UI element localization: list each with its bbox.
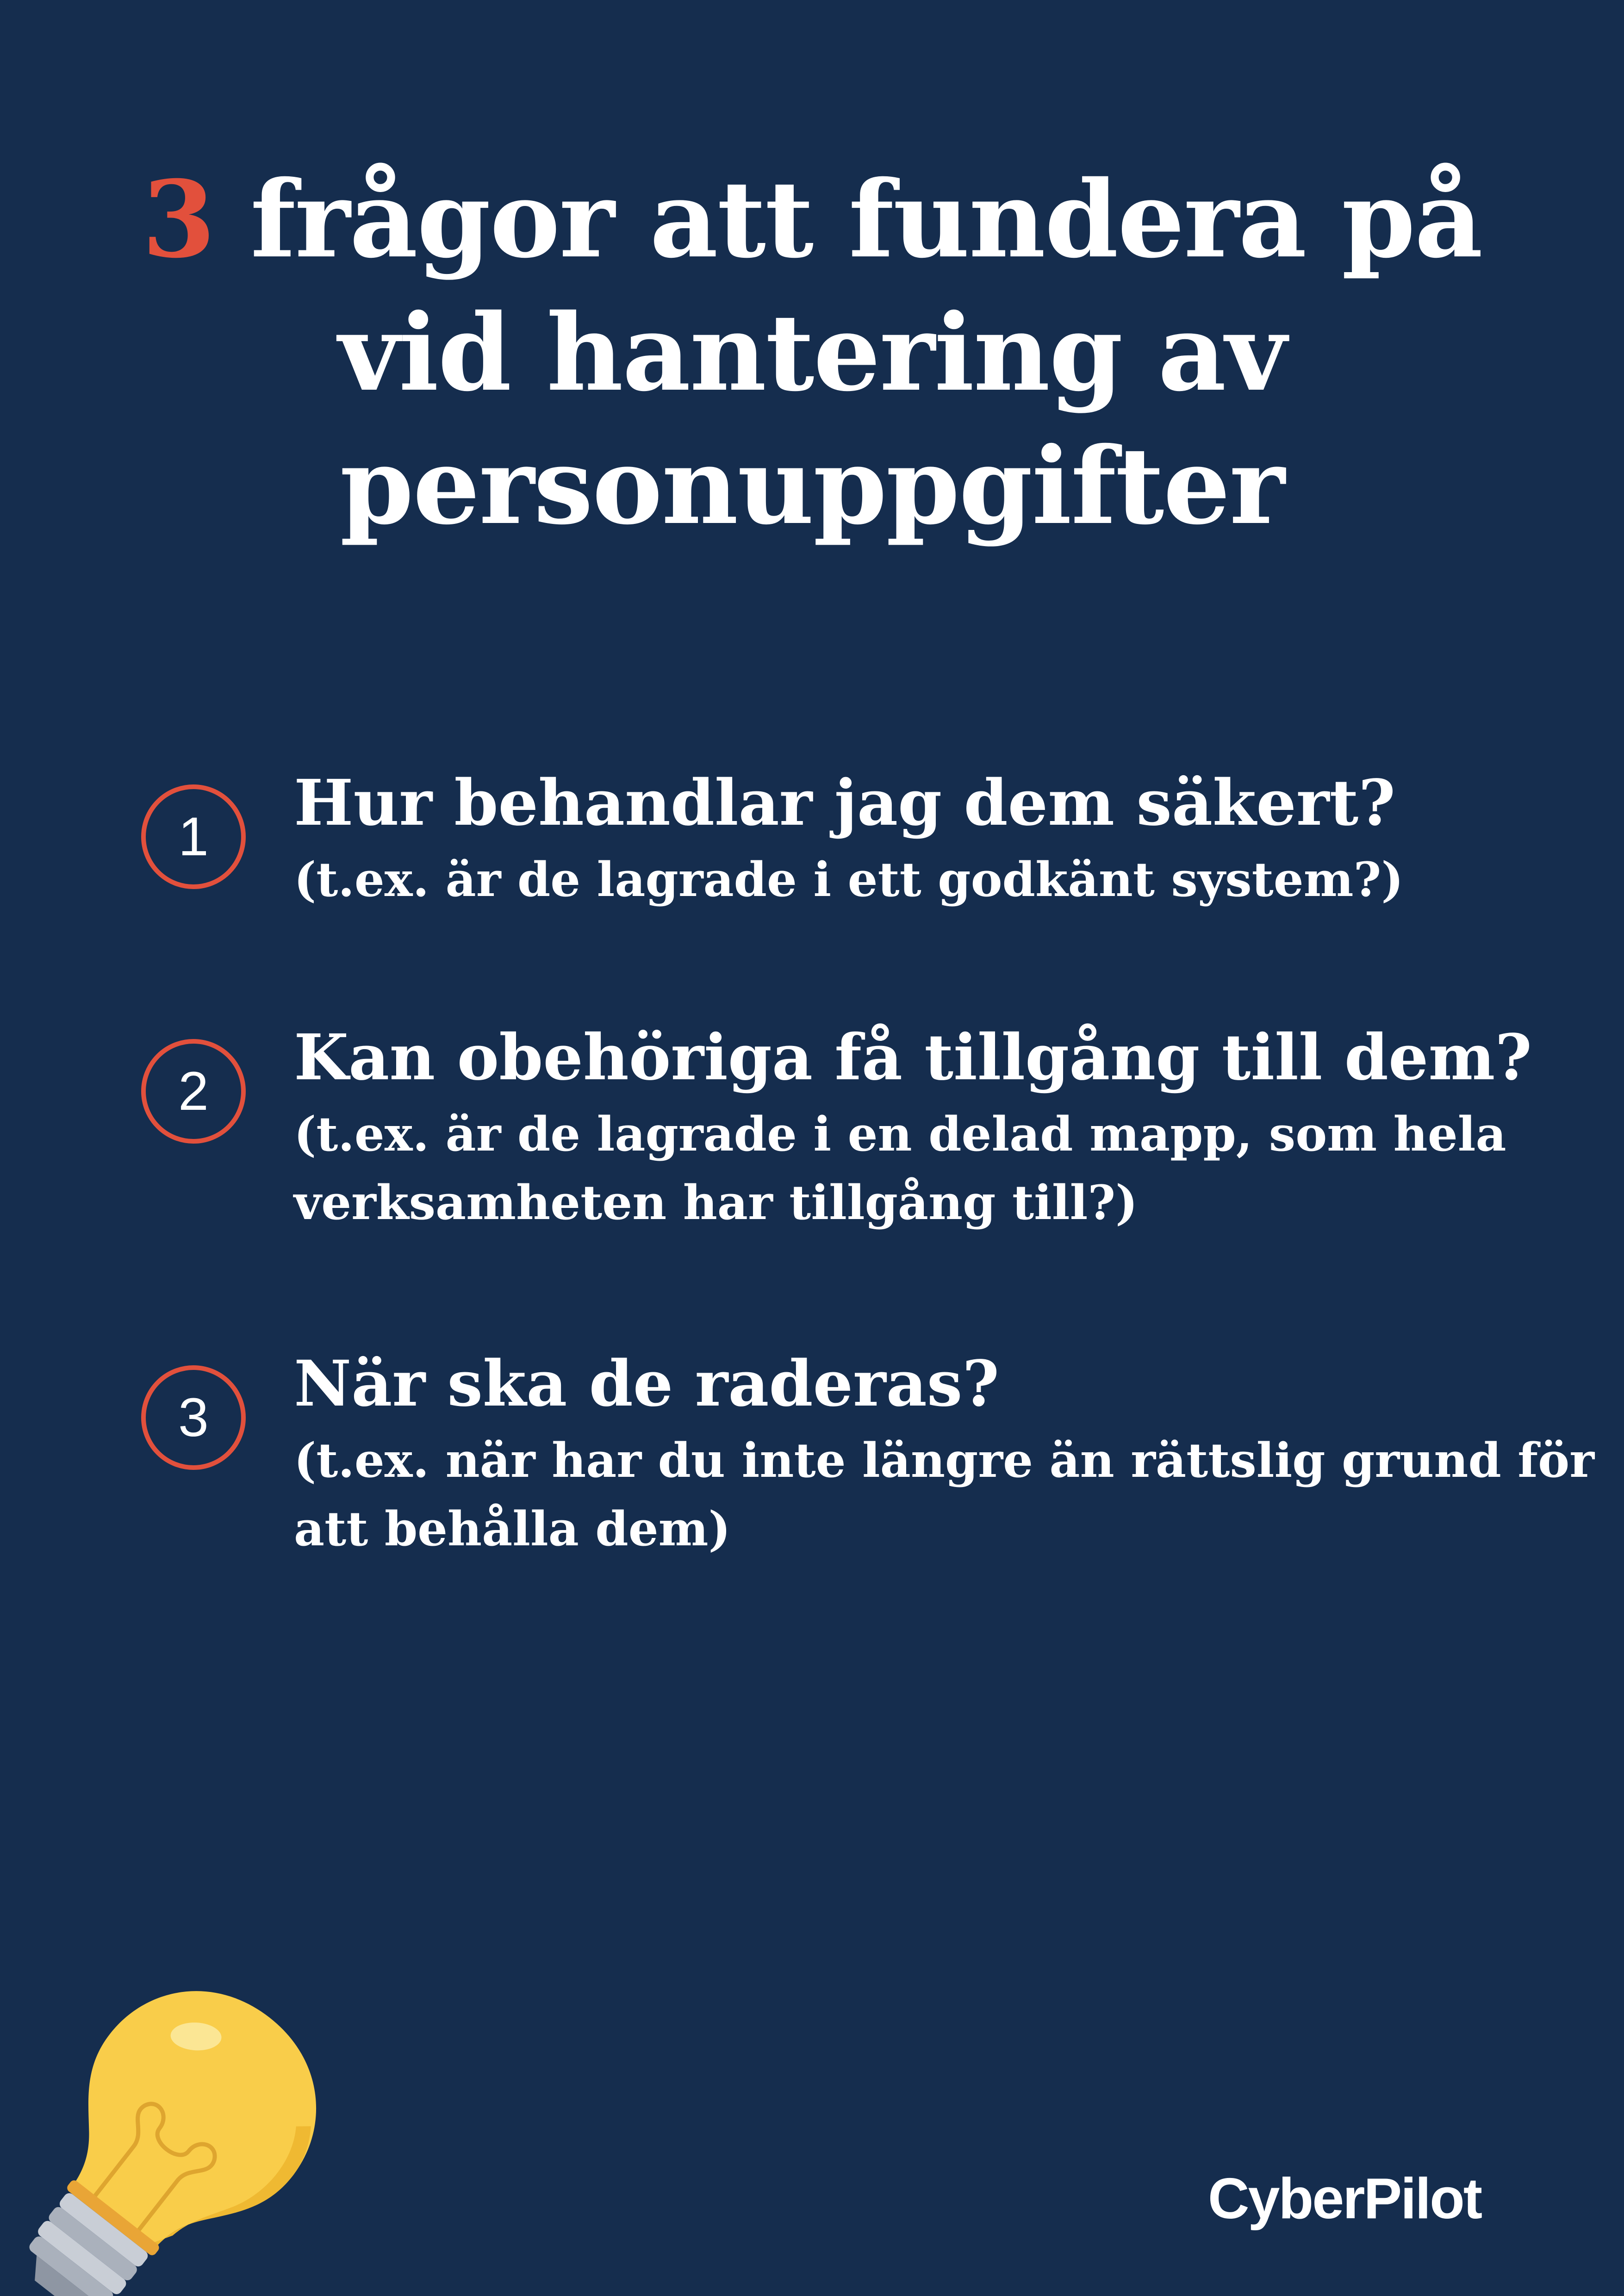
number-circle: 1 (141, 784, 246, 889)
question-text: Kan obehöriga få tillgång till dem? (294, 1020, 1532, 1095)
question-text: Hur behandlar jag dem säkert? (294, 766, 1395, 840)
question-example: (t.ex. är de lagrade i en delad mapp, som hela verksamheten har tillgång till?) (294, 1107, 1506, 1231)
number-circle: 3 (141, 1365, 246, 1470)
cyberpilot-logo: CyberPilot (1208, 2167, 1481, 2231)
number-circle: 2 (141, 1039, 246, 1144)
title-line1: frågor att fundera på (214, 157, 1482, 281)
title-number: 3 (142, 157, 215, 281)
lightbulb-icon (19, 1981, 342, 2296)
question-example: (t.ex. när har du inte längre än rättslig grund för att behålla dem) (294, 1433, 1594, 1557)
title-line3: personuppgifter (340, 424, 1284, 548)
question-text: När ska de raderas? (294, 1347, 1000, 1421)
title-line2: vid hantering av (338, 291, 1286, 415)
page-title (0, 153, 1624, 553)
question-example: (t.ex. är de lagrade i ett godkänt system?) (294, 852, 1404, 908)
